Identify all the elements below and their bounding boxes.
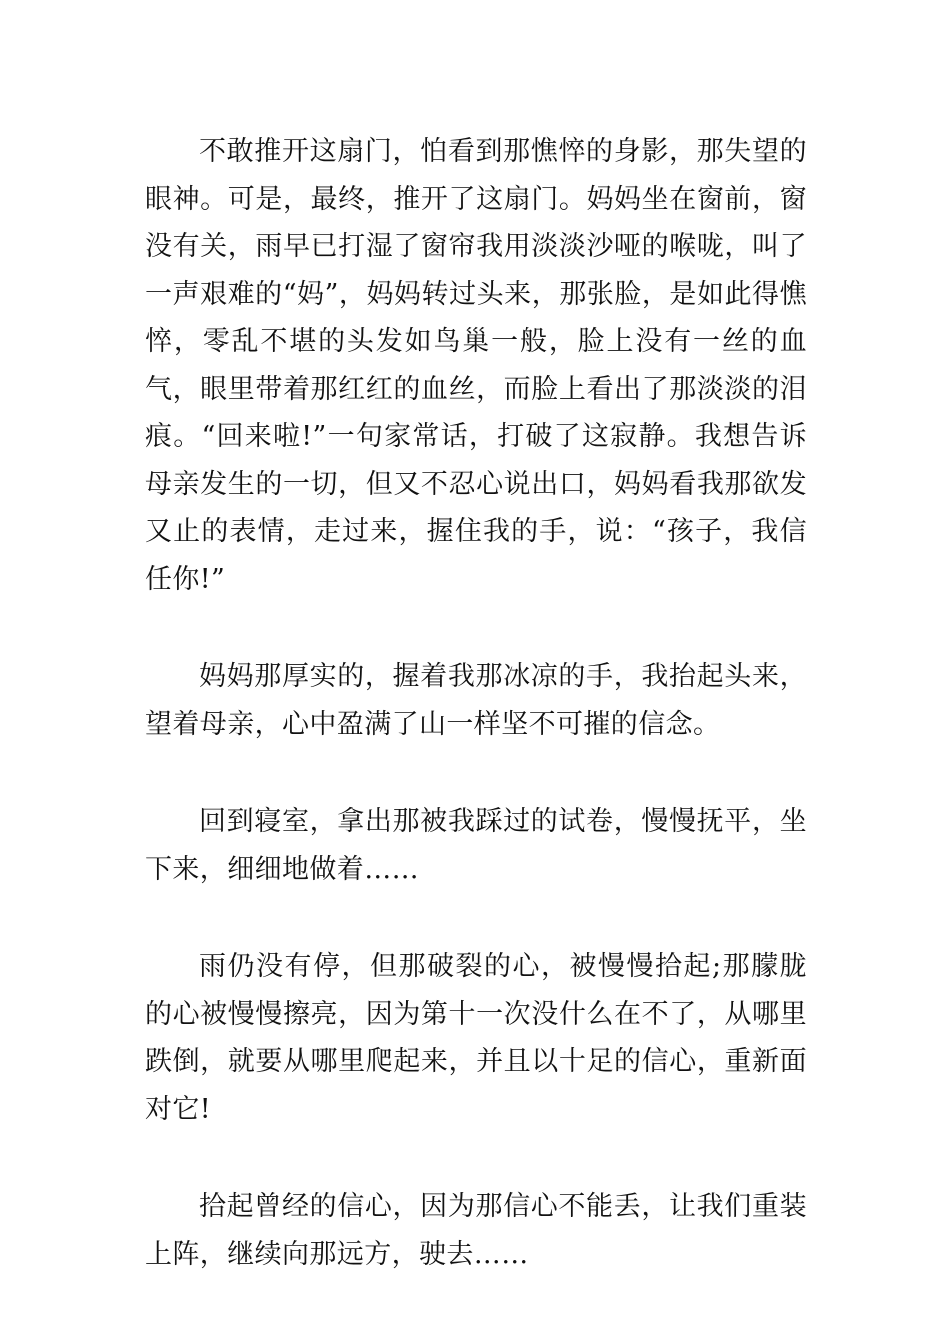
- document-page: [145, 128, 807, 1278]
- paragraph-2: 妈妈那厚实的，握着我那冰凉的手，我抬起头来，望着母亲，心中盈满了山一样坚不可摧的信念。: [145, 661, 807, 740]
- paragraph-3: 回到寝室，拿出那被我踩过的试卷，慢慢抚平，坐下来，细细地做着……: [145, 806, 807, 885]
- paragraph-1: 不敢推开这扇门，怕看到那憔悴的身影，那失望的眼神。可是，最终，推开了这扇门。妈妈坐在窗前，窗没有关，雨早已打湿了窗帘我用淡淡沙哑的喉咙，叫了一声艰难的“妈”，妈妈转过头来，那张脸，是如此得憔悴，零乱不堪的头发如鸟巢一般，脸上没有一丝的血气，眼里带着那红红的血丝，而脸上看出了那淡淡的泪痕。“回来啦!”一句家常话，打破了这寂静。我想告诉母亲发生的一切，但又不忍心说出口，妈妈看我那欲发又止的表情，走过来，握住我的手，说：“孩子，我信任你!”: [145, 136, 807, 595]
- paragraph-4: 雨仍没有停，但那破裂的心，被慢慢拾起;那朦胧的心被慢慢擦亮，因为第十一次没什么在不了，从哪里跌倒，就要从哪里爬起来，并且以十足的信心，重新面对它!: [145, 951, 807, 1125]
- paragraph-5: 拾起曾经的信心，因为那信心不能丢，让我们重装上阵，继续向那远方，驶去……: [145, 1191, 807, 1270]
